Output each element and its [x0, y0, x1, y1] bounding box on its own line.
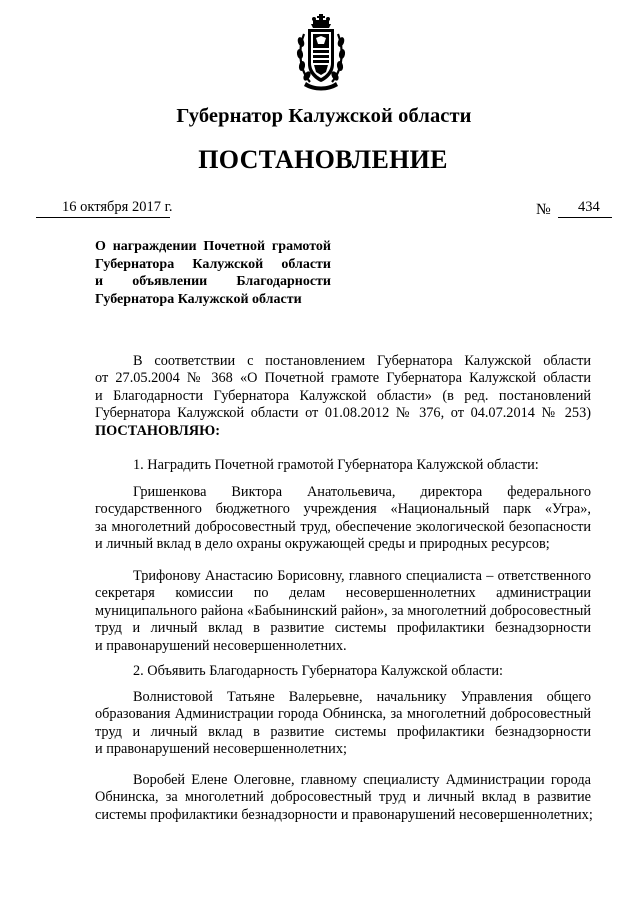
text-line: труд и личный вклад в развитие системы профилактики безнадзорности: [95, 723, 591, 740]
text-line: В соответствии с постановлением Губернатора Калужской области: [133, 353, 591, 369]
text-line: и Благодарности Губернатора Калужской области» (в ред. постановлений: [95, 387, 591, 404]
text-line: за многолетний добросовестный труд, обеспечение экологической безопасности: [95, 518, 591, 535]
text-line: секретаря комиссии по делам несовершеннолетних администрации: [95, 585, 591, 602]
document-date: 16 октября 2017 г.: [62, 199, 173, 215]
text-line: Губернатора Калужской области от 01.08.2012 № 376, от 04.07.2014 № 253): [95, 405, 591, 422]
text-line: Гришенкова Виктора Анатольевича, директора федерального: [133, 484, 591, 500]
text-line: и правонарушений несовершеннолетних;: [95, 741, 347, 758]
awardee-paragraph: [95, 772, 591, 824]
awardee-paragraph: [95, 568, 591, 655]
text-line: 2. Объявить Благодарность Губернатора Калужской области:: [133, 663, 504, 679]
text-line: муниципального района «Бабынинский район», за многолетний добросовестный: [95, 602, 591, 619]
subject-line: Губернатора Калужской области: [95, 256, 331, 272]
subject-line: Губернатора Калужской области: [95, 291, 302, 307]
document-subject: [95, 238, 331, 308]
text-line: и личный вклад в дело охраны окружающей среды и природных ресурсов;: [95, 536, 550, 553]
document-type-title: ПОСТАНОВЛЕНИЕ: [198, 145, 448, 174]
subject-line: О награждении Почетной грамотой: [95, 239, 331, 254]
text-line: Обнинска, за многолетний добросовестный труд и личный вклад в развитие: [95, 789, 591, 806]
resolve-keyword: ПОСТАНОВЛЯЮ:: [95, 422, 220, 439]
item1-heading: [95, 457, 591, 474]
text-line: Волнистовой Татьяне Валерьевне, начальнику Управления общего: [133, 689, 591, 705]
text-line: 1. Наградить Почетной грамотой Губернатора Калужской области:: [133, 457, 539, 473]
text-line: труд и личный вклад в развитие системы профилактики безнадзорности: [95, 620, 591, 637]
text-line: системы профилактики безнадзорности и правонарушений несовершеннолетних;: [95, 806, 593, 823]
text-line: Трифонову Анастасию Борисовну, главного специалиста – ответственного: [133, 568, 591, 584]
number-label: №: [536, 201, 551, 218]
preamble-paragraph: [95, 353, 591, 440]
document-number: 434: [578, 199, 600, 215]
text-line: Воробей Елене Олеговне, главному специалисту Администрации города: [133, 772, 591, 788]
text-line: государственного бюджетного учреждения «Национальный парк «Угра»,: [95, 501, 591, 518]
item2-heading: [95, 663, 591, 680]
text-line: и правонарушений несовершеннолетних.: [95, 637, 347, 654]
awardee-paragraph: [95, 484, 591, 554]
text-line: образования Администрации города Обнинска, за многолетний добросовестный: [95, 706, 591, 723]
issuer-title: Губернатор Калужской области: [176, 105, 472, 127]
text-line: от 27.05.2004 № 368 «О Почетной грамоте Губернатора Калужской области: [95, 370, 591, 387]
awardee-paragraph: [95, 689, 591, 759]
coat-of-arms-icon: [296, 14, 346, 92]
subject-line: и объявлении Благодарности: [95, 274, 331, 289]
